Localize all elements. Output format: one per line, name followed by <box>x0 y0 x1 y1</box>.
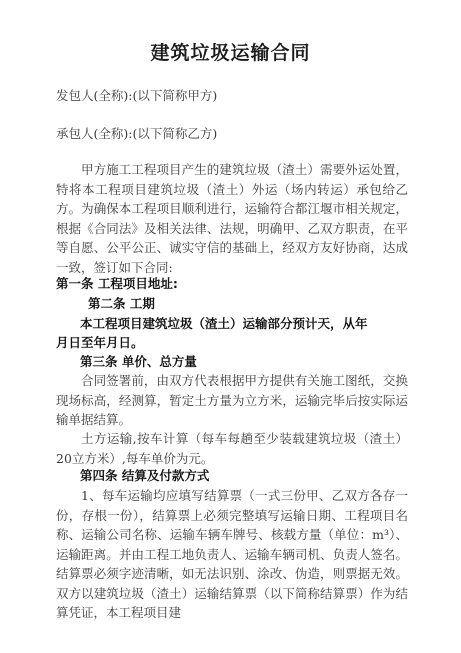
party-a-line: 发包人(全称):(以下简称甲方) <box>56 88 218 103</box>
article-4-heading: 第四条 结算及付款方式 <box>80 468 210 483</box>
intro-paragraph: 甲方施工工程项目产生的建筑垃圾（渣土）需要外运处置，特将本工程项目建筑垃圾（渣土）外运（场内转运）承包给乙方。为确保本工程项目顺利进行，运输符合都江堰市相关规定，根据《合同法》及相关法律、法规，明确甲、乙双方职责，在平等自愿、公平公正、诚实守信的基础上，经双方友好协商，达成一致，签订如下合同: <box>56 162 408 275</box>
party-b-line: 承包人(全称):(以下简称乙方) <box>56 126 218 141</box>
article-4-paragraph-1: 1、每车运输均应填写结算票（一式三份甲、乙双方各存一份，存根一份），结算票上必须完整填写运输日期、工程项目名称、运输公司名称、运输车辆车牌号、核载方量（单位：m³）、运输距离。并由工程工地负责人、运输车辆司机、负责人签名。结算票必须字迹清晰，如无法识别、涂改、伪造，则票据无效。双方以建筑垃圾（渣土）运输结算票（以下简称结算票）作为结算凭证，本工程项目建 <box>56 488 408 620</box>
article-2-text-line-1: 本工程项目建筑垃圾（渣土）运输部分预计天，从年 <box>80 316 368 331</box>
article-2-text-line-2: 月日至年月日。 <box>56 335 144 350</box>
article-2-heading: 第二条 工期 <box>88 296 155 311</box>
article-3-paragraph-2: 土方运输,按车计算（每车每趟至少装载建筑垃圾（渣土）20立方米）,每车单价为元。 <box>56 431 408 466</box>
document-title: 建筑垃圾运输合同 <box>150 42 311 64</box>
article-3-heading: 第三条 单价、总方量 <box>80 354 197 369</box>
article-1-heading: 第一条 工程项目地址: <box>56 276 178 291</box>
article-3-paragraph-1: 合同签署前，由双方代表根据甲方提供有关施工图纸，交换现场标高，经测算，暂定土方量为立方米，运输完毕后按实际运输单据结算。 <box>56 373 408 427</box>
